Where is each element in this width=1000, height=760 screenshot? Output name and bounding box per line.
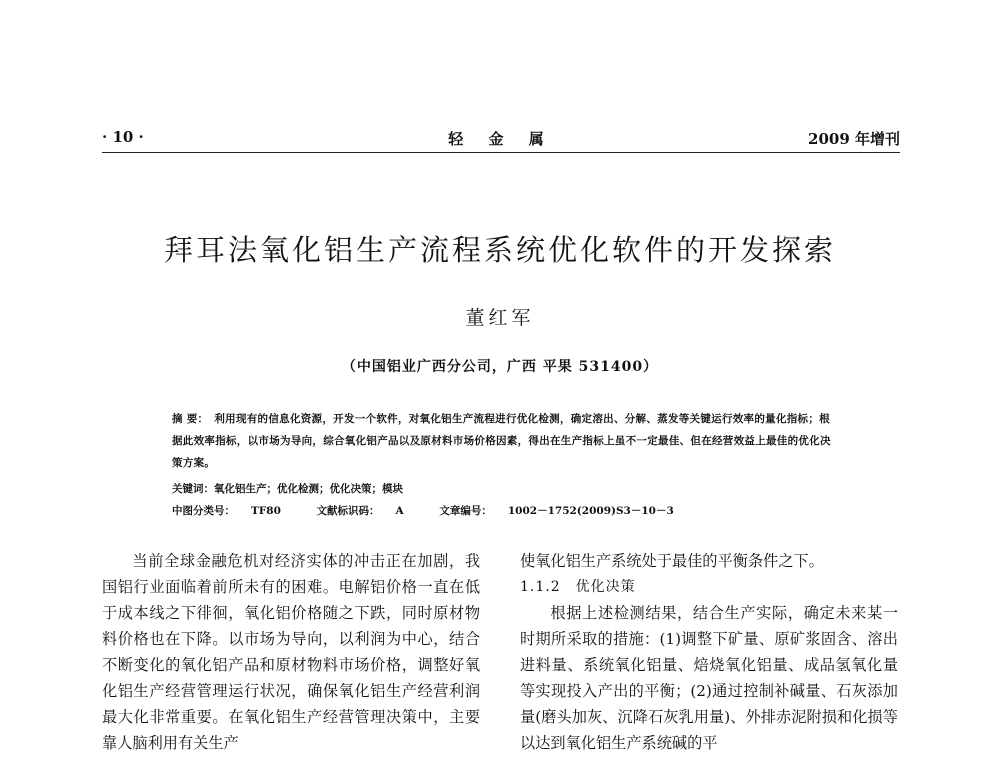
keywords-text: 氧化铝生产；优化检测；优化决策；模块 (214, 483, 403, 495)
abstract (172, 408, 832, 474)
clc-code: 中图分类号： TF80 (172, 505, 281, 517)
running-header (102, 128, 900, 152)
page-number: · 10 · (102, 128, 144, 146)
keywords (172, 481, 832, 496)
body-paragraph: 当前全球金融危机对经济实体的冲击正在加剧，我国铝行业面临着前所未有的困难。电解铝价格一直在低于成本线之下徘徊，氧化铝价格随之下跌，同时原材物料价格也在下降。以市场为导向，以利润为中心，结合不断变化的氧化铝产品和原材物料市场价格，调整好氧化铝生产经营管理运行状况，确保氧化铝生产经营利润最大化非常重要。在氧化铝生产经营管理决策中，主要靠人脑利用有关生产 (102, 552, 480, 752)
body-paragraph: 根据上述检测结果，结合生产实际，确定未来某一时期所采取的措施：(1)调整下矿量、原矿浆固含、溶出进料量、系统氧化铝量、焙烧氧化铝量、成品氢氧化量等实现投入产出的平衡；(2)通过控制补碱量、石灰添加量(磨头加灰、沉降石灰乳用量)、外排赤泥附损和化损等以达到氧化铝生产系统碱的平 (520, 604, 898, 752)
body-line: 使氧化铝生产系统处于最佳的平衡条件之下。 (520, 552, 824, 570)
journal-name: 轻 金 属 (448, 130, 554, 148)
document-code: 文献标识码： A (316, 505, 404, 517)
abstract-label: 摘 要： (172, 413, 209, 425)
section-heading: 1.1.2 优化决策 (520, 579, 636, 595)
article-number: 文章编号： 1002－1752(2009)S3－10－3 (439, 505, 674, 517)
article-title: 拜耳法氧化铝生产流程系统优化软件的开发探索 (163, 233, 836, 267)
keywords-label: 关键词： (172, 483, 214, 495)
header-rule (102, 152, 900, 153)
issue-label: 2009 年增刊 (808, 130, 900, 148)
body-column-right (520, 548, 898, 756)
classification-line (172, 503, 832, 518)
author-name: 董红军 (465, 307, 535, 329)
affiliation: （中国铝业广西分公司，广西 平果 531400） (341, 359, 659, 375)
abstract-text: 利用现有的信息化资源，开发一个软件，对氧化铝生产流程进行优化检测，确定溶出、分解、蒸发等关键运行效率的量化指标；根据此效率指标，以市场为导向，综合氧化铝产品以及原材料市场价格因素，得出在生产指标上虽不一定最佳、但在经营效益上最佳的优化决策方案。 (172, 413, 831, 469)
body-column-left (102, 548, 480, 756)
